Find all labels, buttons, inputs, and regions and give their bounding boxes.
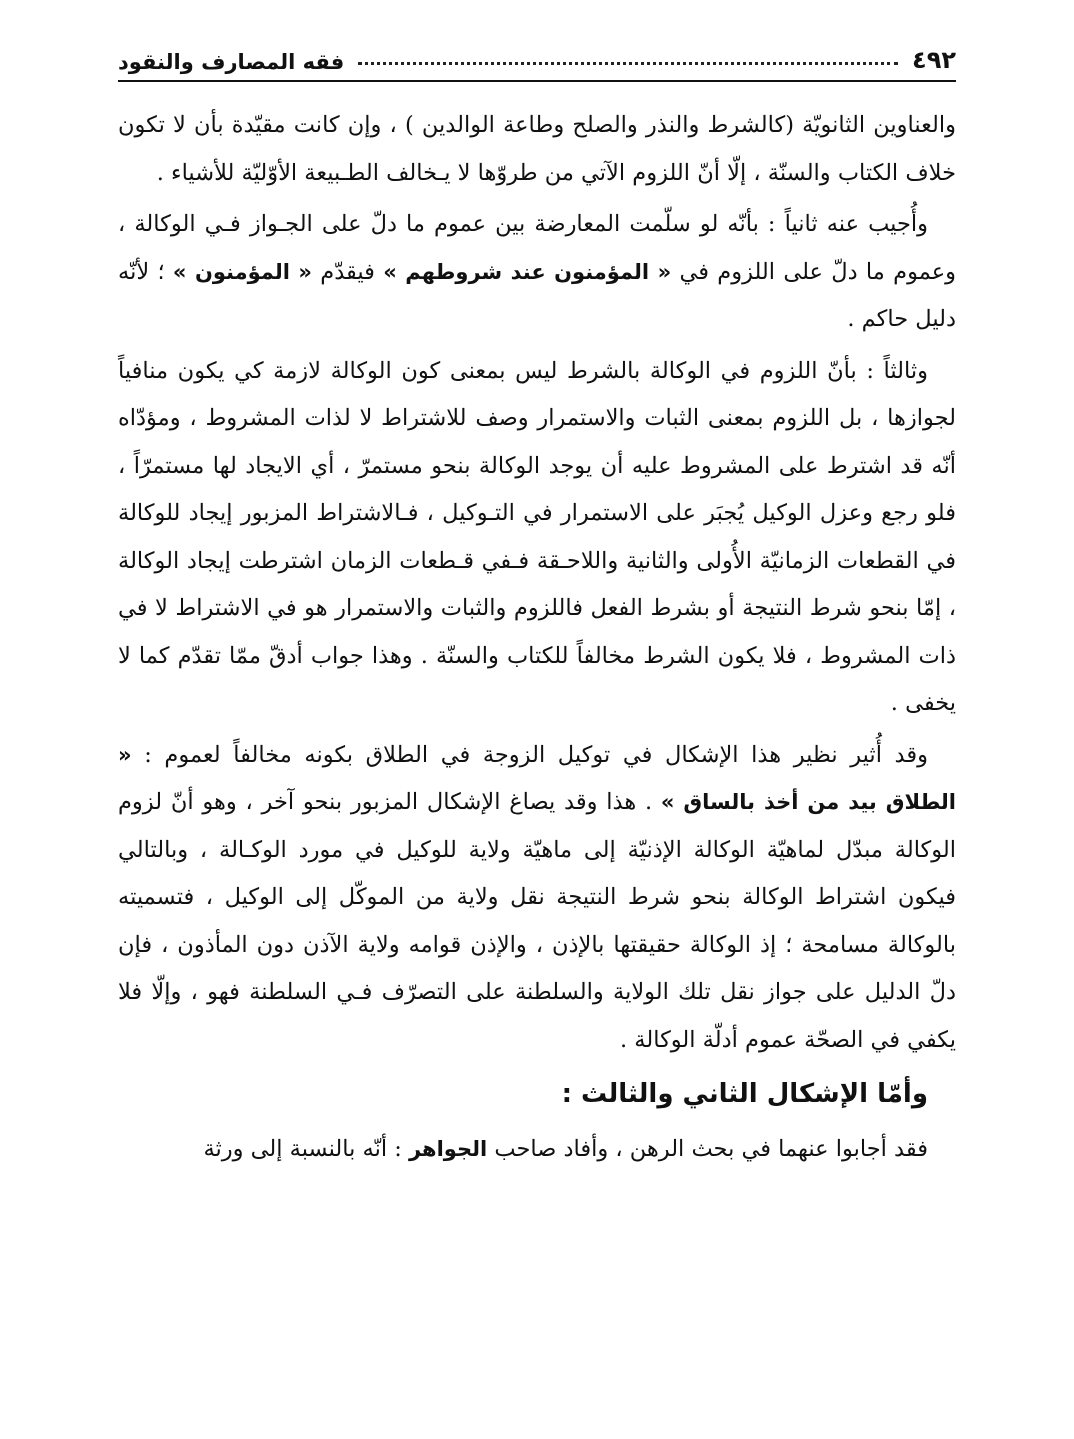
quoted-hadith: « المؤمنون عند شروطهم » [383,259,672,284]
quoted-hadith: « الطلاق بيد من أخذ بالساق » [118,742,956,814]
page-body [118,102,956,1174]
text-run: وثالثاً : بأنّ اللزوم في الوكالة بالشرط ليس بمعنى كون الوكالة لازمة كي يكون منافياً لجوازها ، بل اللزوم بمعنى الثبات والاستمرار وصف للاشتراط لا لذات المشروط ، ومؤدّاه أنّه قد اشترط على المشروط عليه أن يوجد الوكالة بنحو مستمرّ ، أي الايجاد لها مستمرّاً ، فلو رجع وعزل الوكيل يُجبَر على الاستمرار في التـوكيل ، فـالاشتراط المزبور إيجاد للوكالة في القطعات الزمانيّة الأُولى والثانية واللاحـقة فـفي قـطعات الزمان اشترطت إيجاد الوكالة ، إمّا بنحو شرط النتيجة أو بشرط الفعل فاللزوم والثبات والاستمرار هو في الاشتراط لا في ذات المشروط ، فلا يكون الشرط مخالفاً للكتاب والسنّة . وهذا جواب أدقّ ممّا تقدّم كما لا يخفى . [118,357,956,716]
text-run: : أنّه بالنسبة إلى ورثة [203,1136,409,1162]
text-run: ؛ لأنّه دليل حاكم . [118,258,956,332]
running-title: فقه المصارف والنقود [118,50,345,74]
text-run: والعناوين الثانويّة (كالشرط والنذر والصلح وطاعة الوالدين ) ، وإن كانت مقيّدة بأن لا تكون خلاف الكتاب والسنّة ، إلّا أنّ اللزوم الآتي من طروّها لا يـخالف الطـبيعة الأوّليّة للأشياء . [118,112,956,186]
paragraph [118,1126,956,1174]
page-number: ٤٩٢ [912,46,956,74]
text-run: فقد أجابوا عنهما في بحث الرهن ، وأفاد صاحب [487,1136,928,1162]
book-page [118,30,956,1178]
text-run: فيقدّم [311,258,384,285]
cited-book-title: الجواهر [408,1137,488,1161]
text-run: . هذا وقد يصاغ الإشكال المزبور بنحو آخر ، وهو أنّ لزوم الوكالة مبدّل لماهيّة الوكالة الإذنيّة إلى ماهيّة ولاية للوكيل في مورد الوكـالة ، وبالتالي فيكون اشتراط الوكالة بنحو شرط النتيجة نقل ولاية من الموكّل إلى الوكيل ، فتسميته بالوكالة مسامحة ؛ إذ الوكالة حقيقتها بالإذن ، والإذن قوامه ولاية الآذن دون المأذون ، فإن دلّ الدليل على جواز نقل تلك الولاية والسلطنة على التصرّف فـي السلطنة فهو ، وإلّا فلا يكفي في الصحّة عموم أدلّة الوكالة . [118,789,956,1053]
text-run: وأُجيب عنه ثانياً : بأنّه لو سلّمت المعارضة بين عموم ما دلّ على الجـواز فـي الوكالة ، وعموم ما دلّ على اللزوم في [118,211,956,285]
paragraph [118,102,956,197]
section-heading: وأمّا الإشكال الثاني والثالث : [561,1079,928,1109]
header-rule [118,80,956,82]
paragraph [118,732,956,1065]
header-dot-leader [358,62,898,65]
paragraph [118,348,956,728]
quoted-hadith: « المؤمنون » [172,259,312,284]
paragraph [118,201,956,344]
text-run: وقد أُثير نظير هذا الإشكال في توكيل الزوجة في الطلاق بكونه مخالفاً لعموم : [131,741,928,768]
running-header [118,30,956,74]
